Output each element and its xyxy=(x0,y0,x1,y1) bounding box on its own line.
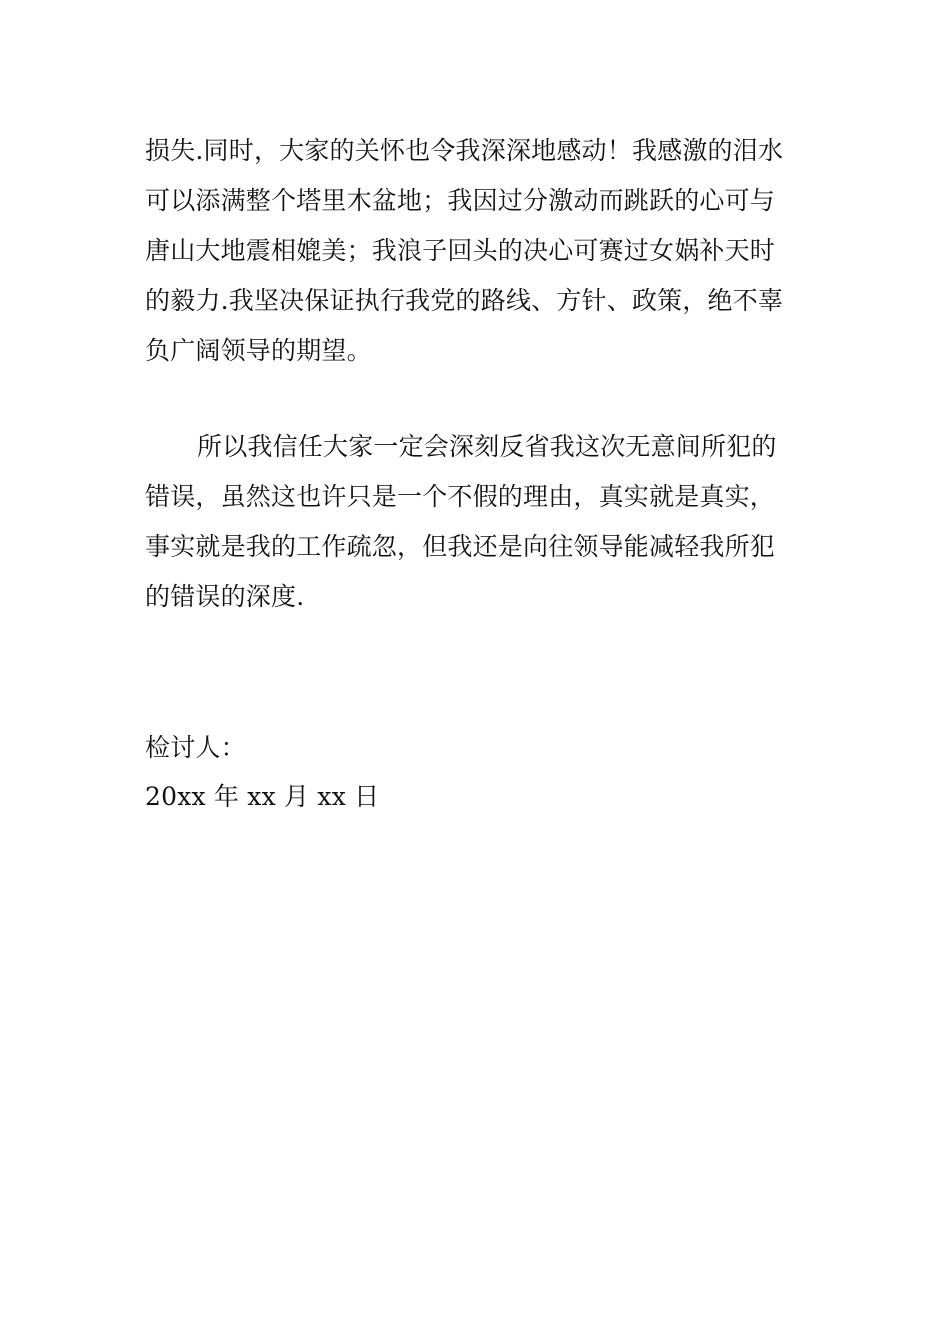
paragraph-1-line-5: 负广阔领导的期望。 xyxy=(145,336,372,365)
paragraph-2-line-3: 事实就是我的工作疏忽，但我还是向往领导能减轻我所犯 xyxy=(145,532,776,561)
paragraph-1-line-2: 可以添满整个塔里木盆地；我因过分激动而跳跃的心可与 xyxy=(145,186,776,215)
paragraph-2-line-4: 的错误的深度. xyxy=(145,582,305,611)
paragraph-1-line-3: 唐山大地震相媲美；我浪子回头的决心可赛过女娲补天时 xyxy=(145,236,776,265)
paragraph-2-line-2: 错误，虽然这也许只是一个不假的理由，真实就是真实， xyxy=(145,482,776,511)
signature-date: 20xx 年 xx 月 xx 日 xyxy=(145,782,380,811)
paragraph-1-line-4: 的毅力.我坚决保证执行我党的路线、方针、政策，绝不辜 xyxy=(145,286,784,315)
paragraph-2-line-1: 所以我信任大家一定会深刻反省我这次无意间所犯的 xyxy=(197,432,777,461)
paragraph-1-line-1: 损失.同时，大家的关怀也令我深深地感动！我感激的泪水 xyxy=(145,136,784,165)
signature-label: 检讨人： xyxy=(145,733,246,762)
